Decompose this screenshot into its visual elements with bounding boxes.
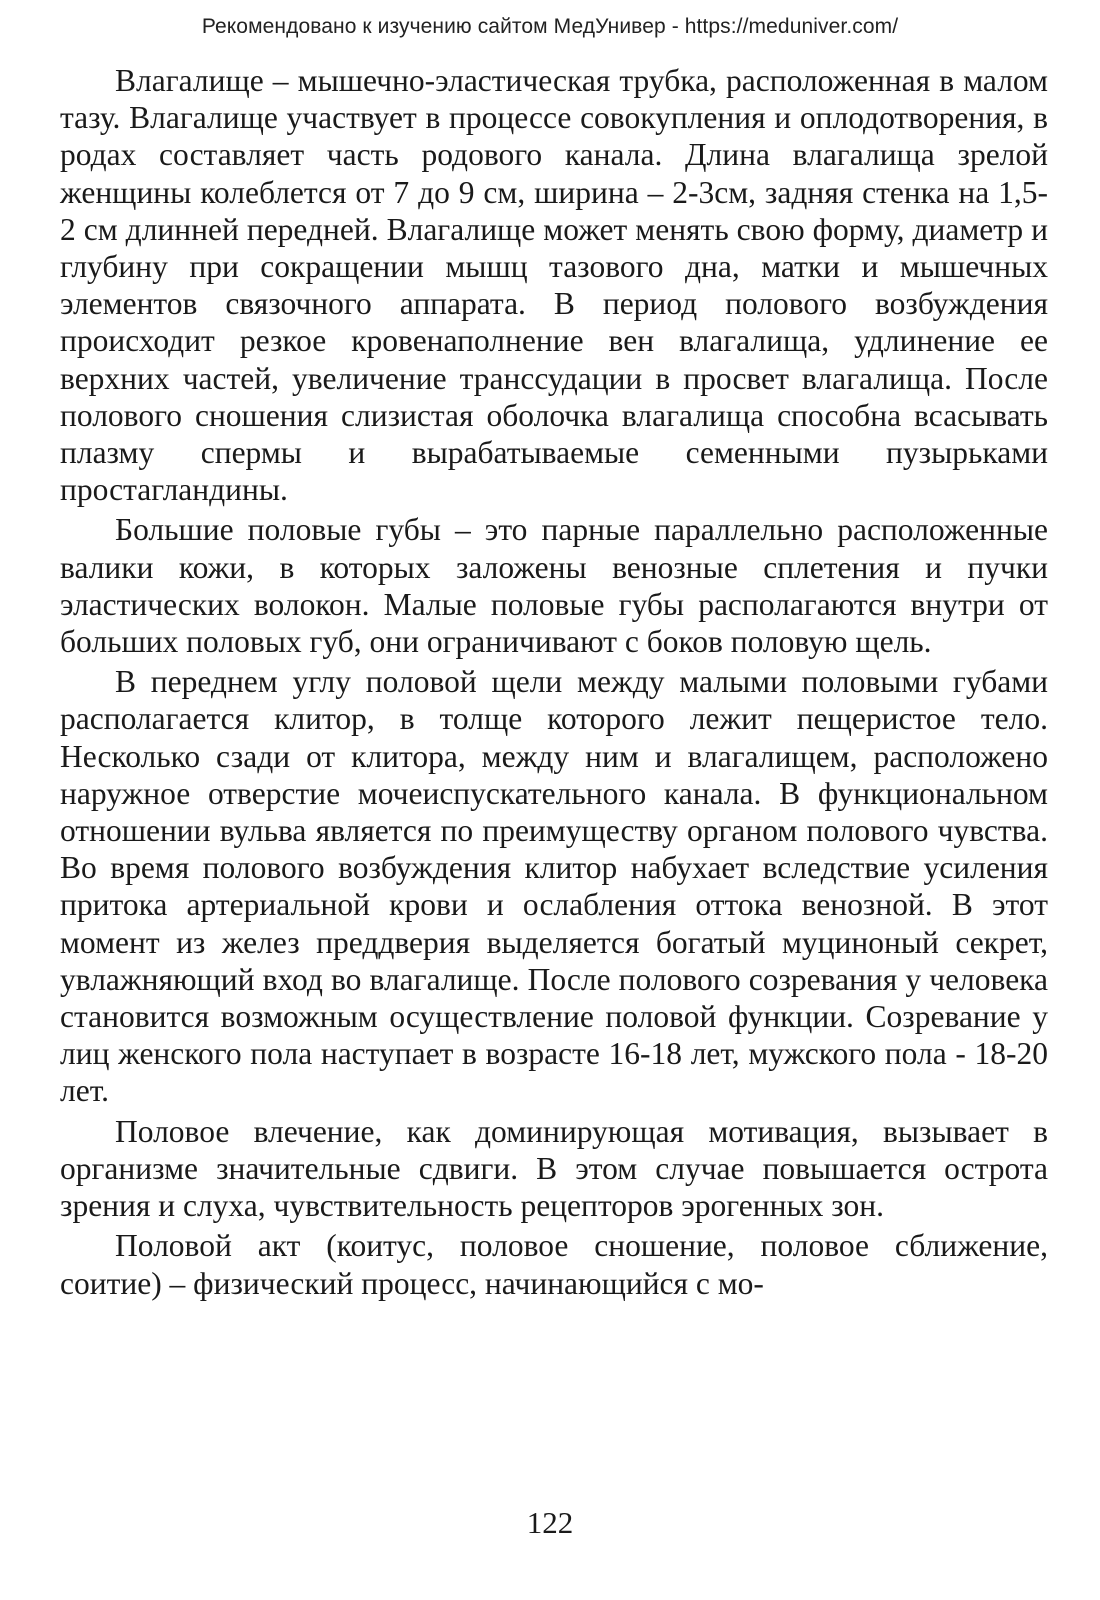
paragraph: Большие половые губы – это парные параллельно расположенные валики кожи, в которых заложены венозные сплетения и пучки эластических волокон. Малые половые губы располагаются внутри от больших половых губ, они ограничивают с боков половую щель. xyxy=(60,512,1048,660)
paragraph: В переднем углу половой щели между малыми половыми губами располагается клитор, в толще которого лежит пещеристое тело. Несколько сзади от клитора, между ним и влагалищем, расположено наружное отверстие мочеиспускательного канала. В функциональном отношении вульва является по преимуществу органом полового чувства. Во время полового возбуждения клитор набухает вследствие усиления притока артериальной крови и ослабления оттока венозной. В этот момент из желез преддверия выделяется богатый муциноный секрет, увлажняющий вход во влагалище. После полового созревания у человека становится возможным осуществление половой функции. Созревание у лиц женского пола наступает в возрасте 16-18 лет, мужского пола - 18-20 лет. xyxy=(60,664,1048,1109)
paragraph: Половое влечение, как доминирующая мотивация, вызывает в организме значительные сдвиги. В этом случае повышается острота зрения и слуха, чувствительность рецепторов эрогенных зон. xyxy=(60,1113,1048,1224)
page-number: 122 xyxy=(526,1505,574,1540)
paragraph: Влагалище – мышечно-эластическая трубка, расположенная в малом тазу. Влагалище участвует в процессе совокупления и оплодотворения, в родах составляет часть родового канала. Длина влагалища зрелой женщины колеблется от 7 до 9 см, ширина – 2-3см, задняя стенка на 1,5-2 см длинней передней. Влагалище может менять свою форму, диаметр и глубину при сокращении мышц тазового дна, матки и мышечных элементов связочного аппарата. В период полового возбуждения происходит резкое кровенаполнение вен влагалища, удлинение ее верхних частей, увеличение транссудации в просвет влагалища. После полового сношения слизистая оболочка влагалища способна всасывать плазму спермы и вырабатываемые семенными пузырьками простагландины. xyxy=(60,63,1048,508)
body-text xyxy=(60,62,1048,1305)
paragraph: Половой акт (коитус, половое сношение, половое сближение, соитие) – физический процесс, начинающийся с мо- xyxy=(60,1228,1048,1301)
watermark-text: Рекомендовано к изучению сайтом МедУнивер - https://meduniver.com/ xyxy=(201,15,899,38)
